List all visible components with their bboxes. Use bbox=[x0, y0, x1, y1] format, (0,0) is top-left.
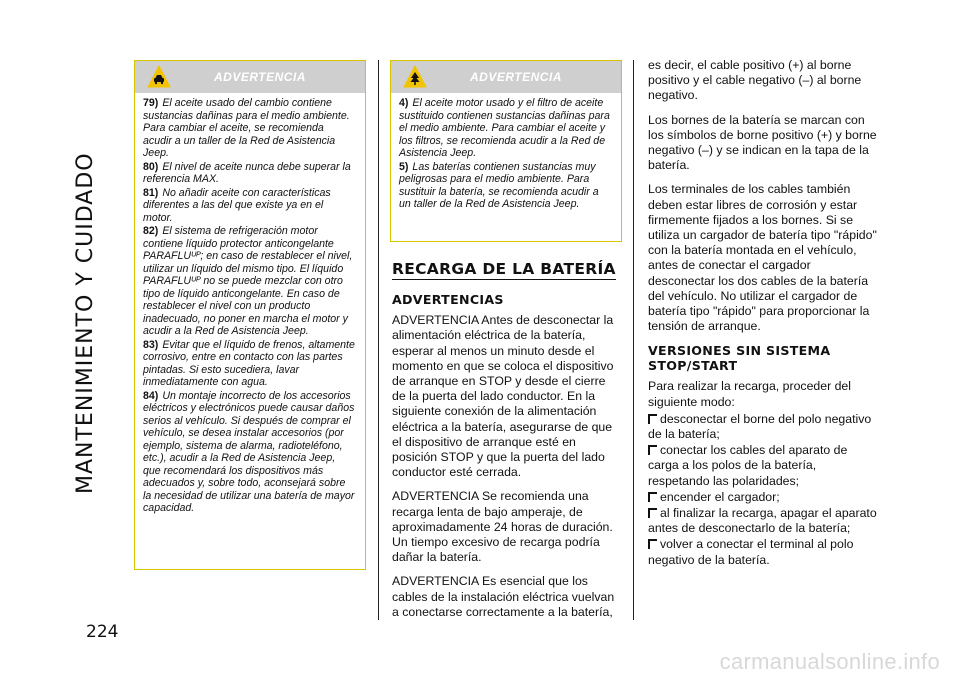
page-number: 224 bbox=[86, 622, 119, 642]
warning-box-2 bbox=[390, 60, 622, 242]
paragraph: es decir, el cable positivo (+) al borne positivo y el cable negativo (–) al borne negativo. bbox=[648, 58, 862, 103]
subheading-versiones: VERSIONES SIN SISTEMA STOP/START bbox=[648, 343, 831, 374]
bullet-icon bbox=[648, 539, 657, 549]
warning-title: ADVERTENCIA bbox=[214, 70, 306, 84]
column-divider bbox=[378, 60, 379, 620]
warning-header bbox=[391, 61, 621, 93]
middle-column bbox=[392, 262, 622, 629]
list-item: conectar los cables del aparato de carga a los polos de la batería, respetando las polaridades; bbox=[648, 443, 848, 488]
warning-notes bbox=[135, 93, 365, 522]
bullet-icon bbox=[648, 508, 657, 518]
procedure-intro: Para realizar la recarga, proceder del siguiente modo: bbox=[648, 379, 852, 409]
paragraph: Los bornes de la batería se marcan con los símbolos de borne positivo (+) y borne negativo (–) y se indican en la tapa de la batería. bbox=[648, 112, 877, 173]
note-item: 4) El aceite motor usado y el filtro de aceite sustituido contienen sustancias dañinas para el medio ambiente. Para cambiar el aceite y los filtros, se recomienda acudir a la Red de Asistencia Jeep. bbox=[399, 97, 610, 159]
warning-box-1 bbox=[134, 60, 366, 570]
note-item: 81) No añadir aceite con características diferentes a las del que existe ya en el motor. bbox=[143, 186, 331, 224]
paragraph: ADVERTENCIA Se recomienda una recarga lenta de bajo amperaje, de aproximadamente 24 horas de duración. Un tiempo excesivo de recarga podría dañar la batería. bbox=[392, 489, 613, 565]
warning-notes bbox=[391, 93, 621, 218]
subheading-advertencias: ADVERTENCIAS bbox=[392, 292, 504, 308]
list-item: volver a conectar el terminal al polo negativo de la batería. bbox=[648, 537, 854, 567]
watermark: carmanualsonline.info bbox=[719, 649, 940, 674]
warning-header bbox=[135, 61, 365, 93]
paragraph: ADVERTENCIA Es esencial que los cables de la instalación eléctrica vuelvan a conectarse correctamente a la batería, bbox=[392, 574, 615, 619]
main-heading: RECARGA DE LA BATERÍA bbox=[392, 262, 616, 280]
list-item: encender el cargador; bbox=[648, 490, 880, 505]
note-item: 80) El nivel de aceite nunca debe superar la referencia MAX. bbox=[143, 160, 351, 185]
section-title: MANTENIMIENTO Y CUIDADO bbox=[73, 152, 98, 494]
right-column bbox=[648, 58, 880, 569]
bullet-icon bbox=[648, 492, 657, 502]
note-item: 83) Evitar que el líquido de frenos, altamente corrosivo, entre en contacto con las partes pintadas. Si esto sucediera, lavar inmediatamente con agua. bbox=[143, 338, 355, 388]
note-item: 5) Las baterías contienen sustancias muy peligrosas para el medio ambiente. Para sustituir la batería, se recomienda acudir a un taller de la Red de Asistencia Jeep. bbox=[399, 160, 599, 210]
note-item: 79) El aceite usado del cambio contiene sustancias dañinas para el medio ambiente. Para cambiar el aceite, se recomienda acudir a un taller de la Red de Asistencia Jeep. bbox=[143, 97, 350, 159]
list-item: al finalizar la recarga, apagar el aparato antes de desconectarlo de la batería; bbox=[648, 506, 877, 536]
bullet-icon bbox=[648, 445, 657, 455]
list-item: desconectar el borne del polo negativo de la batería; bbox=[648, 411, 872, 442]
note-item: 84) Un montaje incorrecto de los accesorios eléctricos y electrónicos puede causar daños serios al vehículo. Si después de comprar el vehículo, se desea instalar accesorios (por ejemplo, sistema de alarma, radioteléfono, etc.), acudir a la Red de Asistencia Jeep, que recomendará los dispositivos más adecuados y, sobre todo, aconsejará sobre la necesidad de utilizar una batería de mayor capacidad. bbox=[143, 389, 355, 514]
note-item: 82) El sistema de refrigeración motor contiene líquido protector anticongelante PARAFLUᵁᴾ; en caso de restablecer el nivel, utilizar un líquido del mismo tipo. El líquido PARAFLUᵁᴾ no se puede mezclar con otro tipo de líquido anticongelante. En caso de restablecer el nivel con un producto inadecuado, no poner en marcha el motor y acudir a la Red de Asistencia Jeep. bbox=[143, 225, 353, 337]
paragraph: ADVERTENCIA Antes de desconectar la alimentación eléctrica de la batería, esperar al menos un minuto desde el momento en que se coloca el dispositivo de arranque en STOP y desde el cierre de la puerta del lado conductor. En la siguiente conexión de la alimentación eléctrica a la batería, asegurarse de que el dispositivo de arranque esté en posición STOP y que la puerta del lado conductor esté cerrada. bbox=[392, 313, 614, 480]
warning-title: ADVERTENCIA bbox=[470, 70, 562, 84]
bullet-icon bbox=[648, 414, 657, 424]
paragraph: Los terminales de los cables también deben estar libres de corrosión y estar firmemente fijados a los bornes. Si se utiliza un cargador de batería tipo "rápido" con la batería montada en el vehículo, antes de conectar el cargador desconectar los dos cables de la batería del vehículo. No utilizar el cargador de batería tipo "rápido" para proporcionar la tensión de arranque. bbox=[648, 182, 877, 334]
column-divider bbox=[633, 60, 634, 620]
